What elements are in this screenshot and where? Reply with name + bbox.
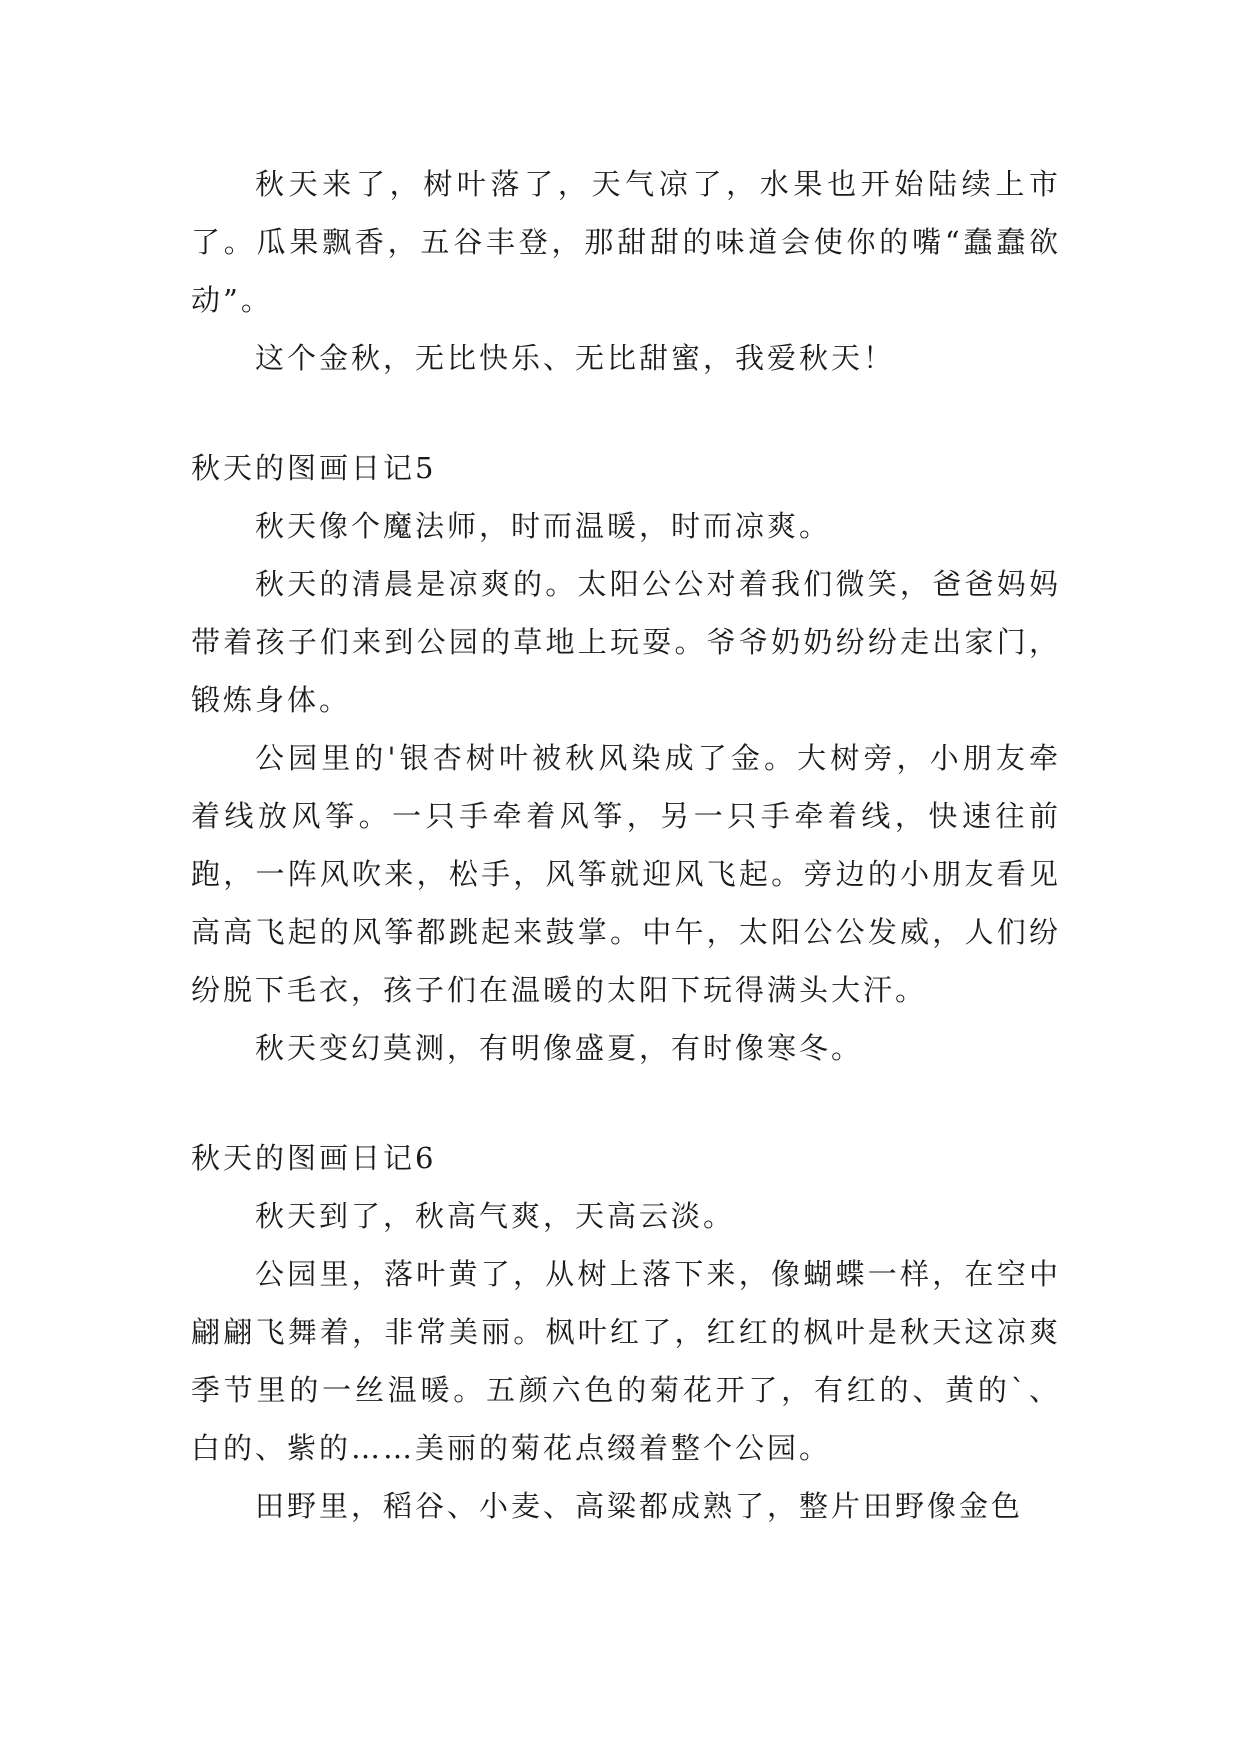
paragraph: 田野里，稻谷、小麦、高粱都成熟了，整片田野像金色 <box>255 1489 1024 1523</box>
section-gap <box>191 387 1061 439</box>
section-title-6: 秋天的图画日记6 <box>191 1141 437 1175</box>
paragraph: 公园里，落叶黄了，从树上落下来，像蝴蝶一样，在空中翩翩飞舞着，非常美丽。枫叶红了，红红的枫叶是秋天这凉爽季节里的一丝温暖。五颜六色的菊花开了，有红的、黄的`、白的、紫的……美丽的菊花点缀着整个公园。 <box>191 1257 1061 1465</box>
section-gap <box>191 1077 1061 1129</box>
paragraph: 秋天来了，树叶落了，天气凉了，水果也开始陆续上市了。瓜果飘香，五谷丰登，那甜甜的味道会使你的嘴“蠢蠢欲动”。 <box>191 167 1061 317</box>
section-title-5: 秋天的图画日记5 <box>191 451 437 485</box>
paragraph: 秋天像个魔法师，时而温暖，时而凉爽。 <box>255 509 832 543</box>
paragraph: 秋天的清晨是凉爽的。太阳公公对着我们微笑，爸爸妈妈带着孩子们来到公园的草地上玩耍。爷爷奶奶纷纷走出家门，锻炼身体。 <box>191 567 1061 717</box>
paragraph: 公园里的'银杏树叶被秋风染成了金。大树旁，小朋友牵着线放风筝。一只手牵着风筝，另一只手牵着线，快速往前跑，一阵风吹来，松手，风筝就迎风飞起。旁边的小朋友看见高高飞起的风筝都跳起来鼓掌。中午，太阳公公发威，人们纷纷脱下毛衣，孩子们在温暖的太阳下玩得满头大汗。 <box>191 741 1061 1007</box>
paragraph: 秋天变幻莫测，有明像盛夏，有时像寒冬。 <box>255 1031 864 1065</box>
document-body <box>191 155 1061 1535</box>
paragraph: 这个金秋，无比快乐、无比甜蜜，我爱秋天！ <box>255 341 896 375</box>
paragraph: 秋天到了，秋高气爽，天高云淡。 <box>255 1199 736 1233</box>
